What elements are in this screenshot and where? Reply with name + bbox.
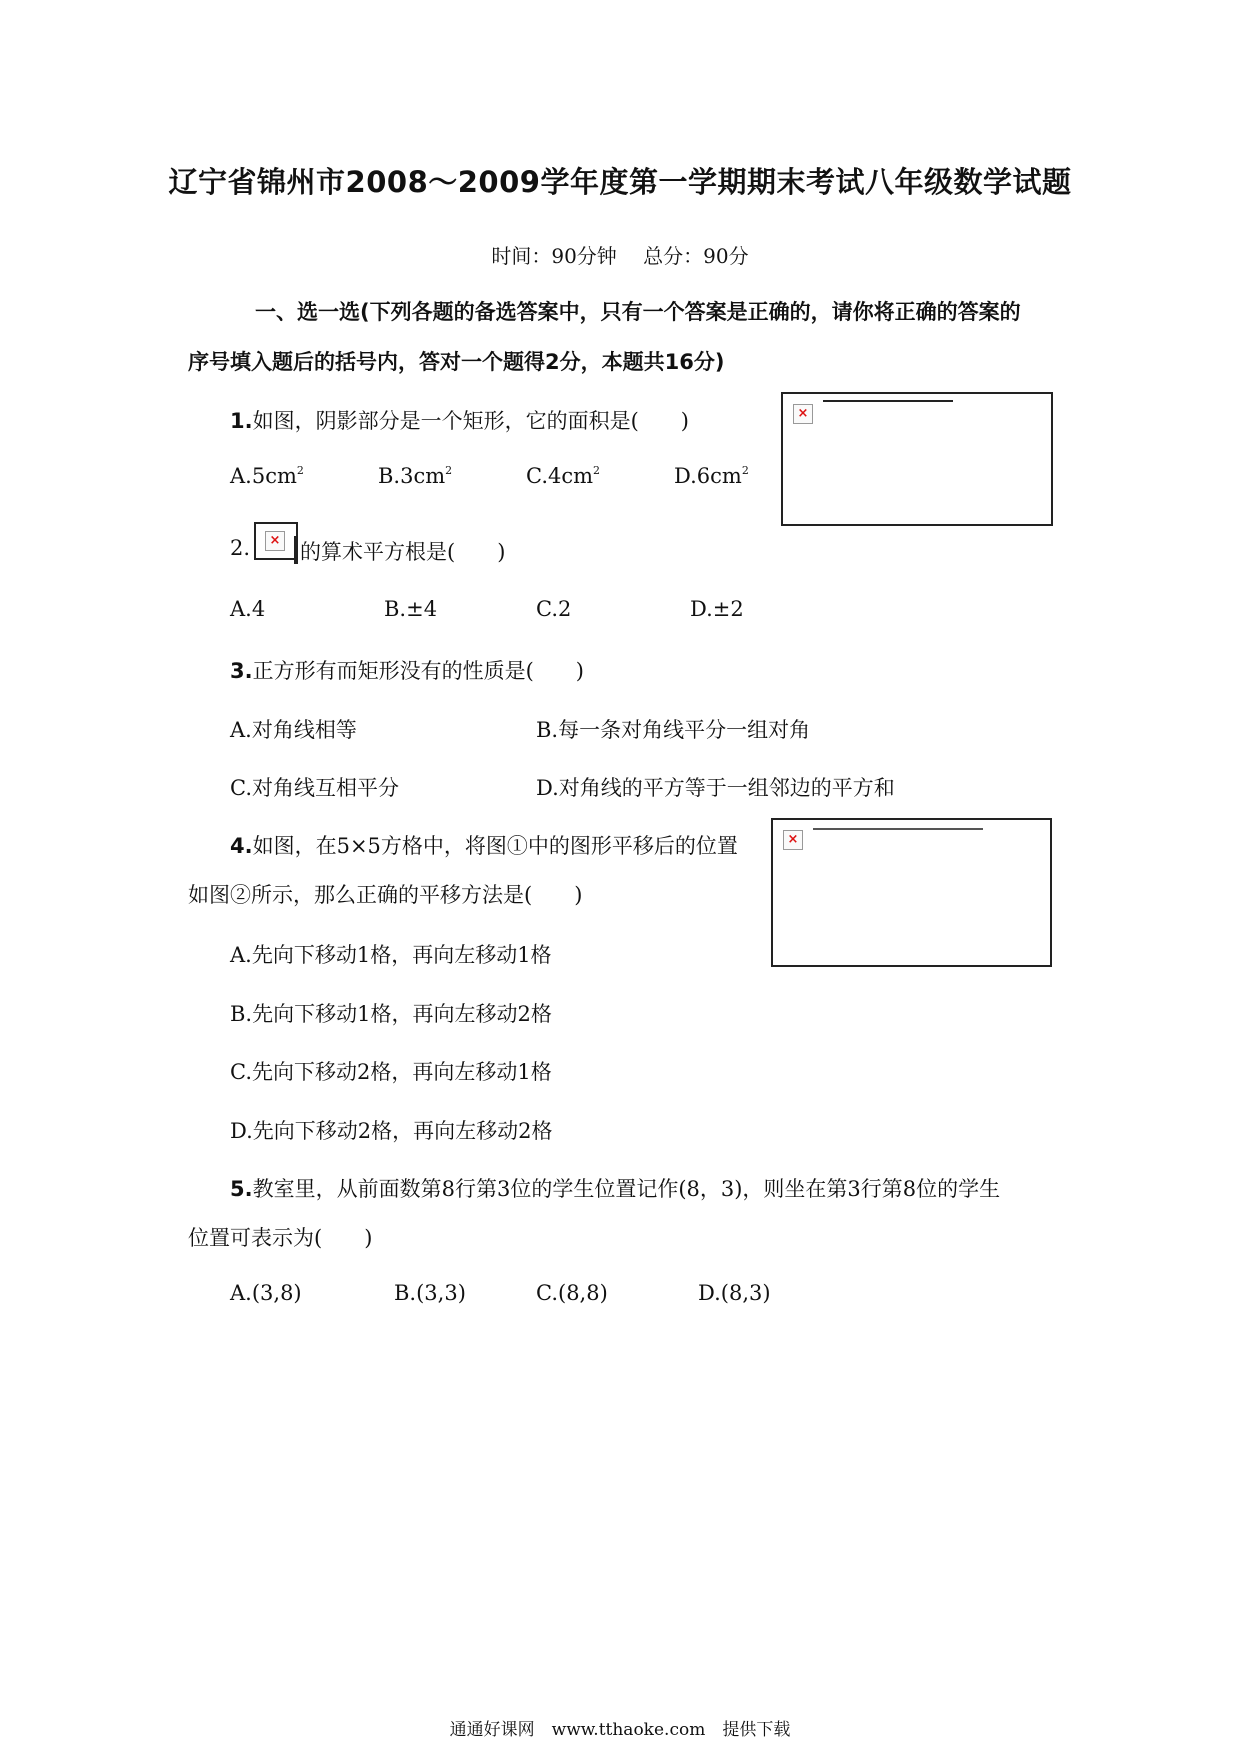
q3-option-a: A.对角线相等 [230, 718, 357, 742]
q2-text: 的算术平方根是( ) [300, 540, 506, 564]
q4-option-d: D.先向下移动2格，再向左移动2格 [230, 1119, 553, 1143]
q4-option-c: C.先向下移动2格，再向左移动1格 [230, 1060, 552, 1084]
q1-option-c: $C.4cm^2$ [526, 464, 601, 488]
q3-option-c: C.对角线互相平分 [230, 776, 399, 800]
q4-option-b: B.先向下移动1格，再向左移动2格 [230, 1002, 552, 1026]
q1-option-d: $D.6cm^2$ [674, 464, 749, 488]
question-text: 如图，阴影部分是一个矩形，它的面积是( ) [252, 409, 689, 433]
q5-option-b: B.(3,3) [394, 1281, 466, 1305]
question-1 [230, 405, 689, 435]
question-text: 如图，在5×5方格中，将图①中的图形平移后的位置 [252, 834, 738, 858]
q2-option-a: A.4 [230, 597, 266, 621]
question-number: 1. [230, 409, 253, 433]
q4-option-a: A.先向下移动1格，再向左移动1格 [230, 943, 552, 967]
q4-figure-placeholder [771, 818, 1052, 967]
broken-image-icon: × [265, 531, 285, 551]
exam-info: 时间：90分钟 总分：90分 [491, 244, 749, 268]
q3-option-b: B.每一条对角线平分一组对角 [536, 718, 811, 742]
q2-option-c: C.2 [536, 597, 572, 621]
question-number: 4. [230, 834, 253, 858]
q2-formula-edge [294, 536, 298, 564]
q5-option-a: A.(3,8) [230, 1281, 302, 1305]
q2-number: 2. [230, 536, 251, 560]
broken-image-icon: × [793, 404, 813, 424]
q1-option-a: $A.5cm^2$ [230, 464, 304, 488]
question-text: 教室里，从前面数第8行第3位的学生位置记作(8，3)，则坐在第3行第8位的学生 [252, 1177, 1001, 1201]
question-number: 5. [230, 1177, 253, 1201]
question-5-line2: 位置可表示为( ) [188, 1226, 373, 1250]
q2-option-d: D.±2 [690, 597, 744, 621]
q2-option-b: B.±4 [384, 597, 438, 621]
question-4-line1 [230, 830, 738, 860]
q1-option-b: $B.3cm^2$ [378, 464, 453, 488]
question-4-line2: 如图②所示，那么正确的平移方法是( ) [188, 883, 583, 907]
q1-figure-placeholder [781, 392, 1053, 526]
q5-option-d: D.(8,3) [698, 1281, 771, 1305]
question-3 [230, 655, 584, 685]
question-text: 正方形有而矩形没有的性质是( ) [252, 659, 584, 683]
q3-option-d: D.对角线的平方等于一组邻边的平方和 [536, 776, 895, 800]
figure-caption-scribble [813, 828, 983, 830]
q2-formula-image-placeholder [254, 522, 298, 560]
broken-image-icon: × [783, 830, 803, 850]
section-heading-line1: 一、选一选(下列各题的备选答案中，只有一个答案是正确的，请你将正确的答案的 [255, 300, 1021, 324]
question-number: 3. [230, 659, 253, 683]
figure-caption-scribble [823, 400, 953, 402]
question-5-line1 [230, 1173, 1000, 1203]
q5-option-c: C.(8,8) [536, 1281, 608, 1305]
page-title: 辽宁省锦州市2008～2009学年度第一学期期末考试八年级数学试题 [168, 165, 1072, 199]
section-heading-line2: 序号填入题后的括号内，答对一个题得2分，本题共16分) [188, 350, 725, 374]
page-footer: 通通好课网 www.tthaoke.com 提供下载 [449, 1720, 791, 1740]
